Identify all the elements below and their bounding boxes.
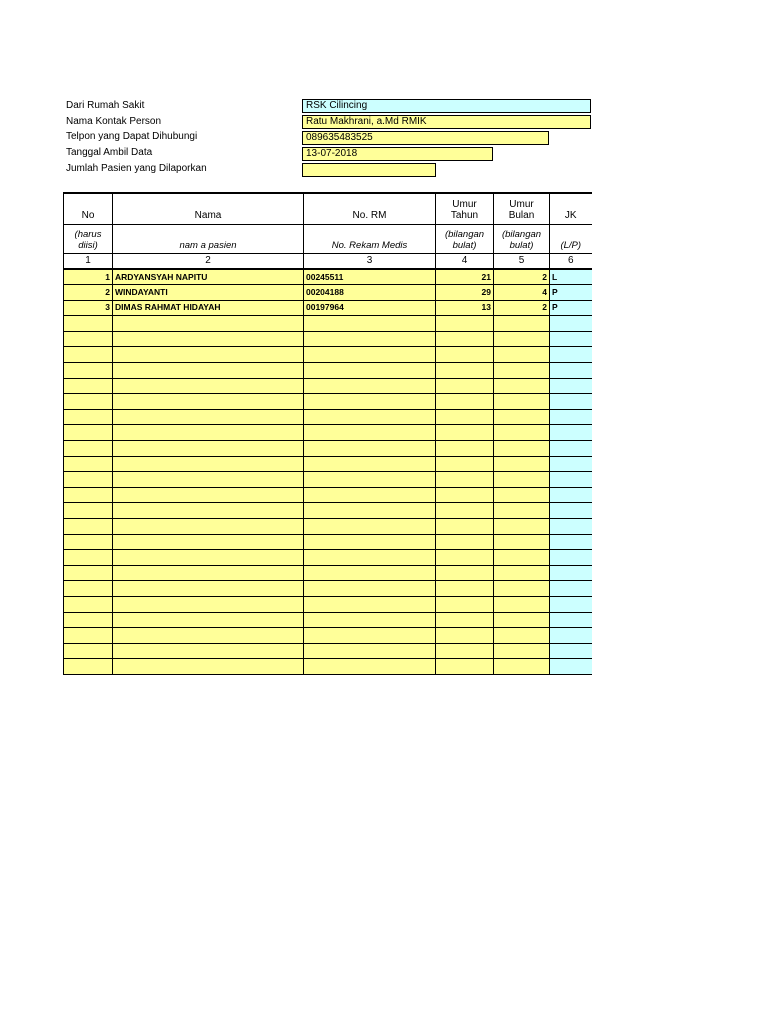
cell-umur-bulan[interactable] [494,581,550,597]
cell-no-rm[interactable] [304,331,436,347]
cell-jk[interactable] [550,347,592,363]
cell-umur-bulan[interactable] [494,378,550,394]
cell-jk[interactable] [550,441,592,457]
cell-jk[interactable]: P [550,300,592,316]
cell-no-rm[interactable] [304,596,436,612]
cell-jk[interactable] [550,409,592,425]
cell-umur-tahun[interactable] [436,409,494,425]
cell-umur-tahun[interactable] [436,347,494,363]
header-umur-bulan: Umur Bulan [494,193,550,224]
cell-umur-bulan[interactable] [494,409,550,425]
cell-nama[interactable] [113,550,304,566]
cell-no[interactable] [64,534,113,550]
cell-no[interactable] [64,643,113,659]
cell-nama[interactable] [113,628,304,644]
cell-umur-bulan[interactable] [494,503,550,519]
table-row [64,425,592,441]
cell-no[interactable] [64,347,113,363]
cell-umur-bulan[interactable] [494,596,550,612]
cell-umur-tahun[interactable] [436,581,494,597]
cell-nama[interactable] [113,441,304,457]
cell-umur-tahun[interactable] [436,316,494,332]
cell-no-rm[interactable] [304,316,436,332]
cell-no-rm[interactable] [304,503,436,519]
colnum-6: 6 [550,253,592,269]
table-row [64,285,592,301]
cell-nama[interactable] [113,534,304,550]
table-row [64,612,592,628]
cell-no[interactable] [64,565,113,581]
table-row [64,269,592,285]
cell-jk[interactable] [550,519,592,535]
hint-no: (harus diisi) [64,224,113,253]
cell-no-rm[interactable] [304,581,436,597]
cell-jk[interactable] [550,487,592,503]
cell-umur-tahun[interactable] [436,331,494,347]
table-row [64,394,592,410]
cell-no-rm[interactable] [304,456,436,472]
cell-umur-bulan[interactable] [494,659,550,675]
cell-nama[interactable]: WINDAYANTI [113,285,304,301]
cell-no-rm[interactable] [304,347,436,363]
cell-jk[interactable] [550,331,592,347]
cell-jk[interactable] [550,659,592,675]
cell-no[interactable] [64,581,113,597]
cell-umur-bulan[interactable] [494,331,550,347]
cell-no[interactable]: 2 [64,285,113,301]
cell-no[interactable] [64,659,113,675]
cell-jk[interactable]: P [550,285,592,301]
cell-no-rm[interactable] [304,534,436,550]
cell-umur-tahun[interactable] [436,612,494,628]
cell-nama[interactable] [113,425,304,441]
cell-no-rm[interactable]: 00245511 [304,269,436,285]
cell-umur-bulan[interactable] [494,425,550,441]
cell-nama[interactable] [113,472,304,488]
table-row [64,347,592,363]
cell-umur-bulan[interactable]: 2 [494,300,550,316]
cell-umur-tahun[interactable] [436,472,494,488]
cell-umur-tahun[interactable] [436,425,494,441]
header-no-rm: No. RM [304,193,436,224]
cell-no-rm[interactable] [304,409,436,425]
cell-no-rm[interactable] [304,363,436,379]
phone-field[interactable]: 089635483525 [302,131,549,145]
cell-no[interactable] [64,456,113,472]
cell-nama[interactable] [113,316,304,332]
cell-jk[interactable] [550,612,592,628]
cell-no-rm[interactable] [304,487,436,503]
cell-nama[interactable] [113,363,304,379]
cell-nama[interactable] [113,565,304,581]
cell-jk[interactable] [550,596,592,612]
cell-no[interactable] [64,378,113,394]
table-row [64,363,592,379]
cell-jk[interactable] [550,363,592,379]
cell-jk[interactable] [550,378,592,394]
cell-nama[interactable] [113,456,304,472]
colnum-5: 5 [494,253,550,269]
table-row [64,659,592,675]
cell-umur-bulan[interactable] [494,612,550,628]
cell-no-rm[interactable] [304,441,436,457]
table-row [64,316,592,332]
cell-no-rm[interactable] [304,472,436,488]
cell-nama[interactable] [113,596,304,612]
table-row [64,441,592,457]
table-row [64,331,592,347]
cell-no[interactable] [64,596,113,612]
cell-nama[interactable] [113,503,304,519]
cell-no-rm[interactable] [304,394,436,410]
header-umur-tahun: Umur Tahun [436,193,494,224]
table-row [64,456,592,472]
colnum-1: 1 [64,253,113,269]
cell-nama[interactable] [113,487,304,503]
header-nama: Nama [113,193,304,224]
cell-no[interactable]: 1 [64,269,113,285]
cell-umur-bulan[interactable] [494,643,550,659]
cell-no[interactable] [64,487,113,503]
colnum-3: 3 [304,253,436,269]
cell-jk[interactable] [550,643,592,659]
cell-umur-tahun[interactable] [436,456,494,472]
cell-umur-tahun[interactable] [436,534,494,550]
cell-umur-bulan[interactable] [494,628,550,644]
date-field[interactable]: 13-07-2018 [302,147,493,161]
patient-table [63,192,592,675]
cell-jk[interactable] [550,472,592,488]
table-row [64,409,592,425]
info-label-phone: Telpon yang Dapat Dihubungi [66,131,198,142]
cell-nama[interactable] [113,378,304,394]
cell-no[interactable] [64,316,113,332]
hint-umur-tahun: (bilangan bulat) [436,224,494,253]
cell-jk[interactable] [550,316,592,332]
cell-no-rm[interactable]: 00204188 [304,285,436,301]
cell-umur-bulan[interactable] [494,534,550,550]
cell-umur-bulan[interactable] [494,347,550,363]
cell-umur-tahun[interactable] [436,441,494,457]
cell-nama[interactable] [113,394,304,410]
cell-umur-tahun[interactable] [436,503,494,519]
cell-no[interactable] [64,472,113,488]
cell-jk[interactable] [550,456,592,472]
header-jk: JK [550,193,592,224]
cell-umur-tahun[interactable] [436,643,494,659]
cell-jk[interactable] [550,550,592,566]
header-row-titles [64,193,592,224]
table-row [64,503,592,519]
cell-umur-tahun[interactable] [436,394,494,410]
cell-umur-tahun[interactable] [436,565,494,581]
table-row [64,519,592,535]
cell-umur-bulan[interactable] [494,316,550,332]
cell-no-rm[interactable] [304,425,436,441]
cell-umur-tahun[interactable]: 21 [436,269,494,285]
table-row [64,565,592,581]
table-row [64,534,592,550]
cell-nama[interactable]: DIMAS RAHMAT HIDAYAH [113,300,304,316]
cell-no-rm[interactable] [304,643,436,659]
cell-jk[interactable] [550,503,592,519]
table-row [64,628,592,644]
cell-umur-tahun[interactable] [436,487,494,503]
cell-jk[interactable] [550,425,592,441]
cell-jk[interactable] [550,534,592,550]
table-row [64,487,592,503]
cell-umur-bulan[interactable]: 4 [494,285,550,301]
cell-no[interactable] [64,331,113,347]
cell-no-rm[interactable] [304,519,436,535]
table-row [64,300,592,316]
cell-no[interactable] [64,519,113,535]
cell-umur-bulan[interactable] [494,565,550,581]
patient-count-field[interactable] [302,163,436,177]
cell-umur-bulan[interactable] [494,394,550,410]
cell-nama[interactable] [113,519,304,535]
contact-person-field[interactable]: Ratu Makhrani, a.Md RMIK [302,115,591,129]
cell-umur-tahun[interactable]: 13 [436,300,494,316]
cell-no[interactable] [64,441,113,457]
cell-umur-bulan[interactable] [494,363,550,379]
cell-nama[interactable] [113,347,304,363]
cell-no[interactable]: 3 [64,300,113,316]
cell-umur-tahun[interactable] [436,550,494,566]
cell-nama[interactable] [113,409,304,425]
table-row [64,472,592,488]
cell-umur-tahun[interactable] [436,363,494,379]
cell-umur-bulan[interactable] [494,456,550,472]
cell-no[interactable] [64,550,113,566]
cell-no-rm[interactable] [304,612,436,628]
info-label-patient-count: Jumlah Pasien yang Dilaporkan [66,163,207,174]
cell-nama[interactable] [113,331,304,347]
header-row-hints [64,224,592,253]
table-row [64,596,592,612]
cell-no-rm[interactable] [304,565,436,581]
cell-umur-tahun[interactable] [436,659,494,675]
info-label-contact: Nama Kontak Person [66,116,162,127]
hint-nama: nam a pasien [113,224,304,253]
hint-jk: (L/P) [550,224,592,253]
cell-umur-bulan[interactable] [494,550,550,566]
cell-jk[interactable] [550,628,592,644]
cell-no-rm[interactable]: 00197964 [304,300,436,316]
info-label-date: Tanggal Ambil Data [66,147,153,158]
cell-jk[interactable] [550,565,592,581]
cell-umur-bulan[interactable] [494,441,550,457]
cell-no[interactable] [64,409,113,425]
cell-nama[interactable] [113,612,304,628]
cell-nama[interactable] [113,643,304,659]
cell-umur-bulan[interactable] [494,519,550,535]
cell-umur-tahun[interactable] [436,378,494,394]
colnum-4: 4 [436,253,494,269]
cell-jk[interactable]: L [550,269,592,285]
cell-umur-bulan[interactable] [494,472,550,488]
cell-no[interactable] [64,425,113,441]
hint-no-rm: No. Rekam Medis [304,224,436,253]
hospital-field[interactable]: RSK Cilincing [302,99,591,113]
cell-no[interactable] [64,503,113,519]
cell-nama[interactable] [113,659,304,675]
cell-no[interactable] [64,363,113,379]
cell-no[interactable] [64,612,113,628]
cell-no-rm[interactable] [304,550,436,566]
cell-umur-tahun[interactable]: 29 [436,285,494,301]
cell-umur-bulan[interactable] [494,487,550,503]
cell-umur-bulan[interactable]: 2 [494,269,550,285]
cell-umur-tahun[interactable] [436,628,494,644]
cell-jk[interactable] [550,581,592,597]
cell-umur-tahun[interactable] [436,519,494,535]
cell-no[interactable] [64,394,113,410]
cell-nama[interactable]: ARDYANSYAH NAPITU [113,269,304,285]
table-row [64,643,592,659]
header-no: No [64,193,113,224]
cell-nama[interactable] [113,581,304,597]
table-row [64,581,592,597]
colnum-2: 2 [113,253,304,269]
table-row [64,550,592,566]
cell-umur-tahun[interactable] [436,596,494,612]
hint-umur-bulan: (bilangan bulat) [494,224,550,253]
header-row-numbers [64,253,592,269]
cell-no-rm[interactable] [304,378,436,394]
cell-no-rm[interactable] [304,659,436,675]
cell-jk[interactable] [550,394,592,410]
cell-no[interactable] [64,628,113,644]
cell-no-rm[interactable] [304,628,436,644]
info-label-hospital: Dari Rumah Sakit [66,100,145,111]
table-row [64,378,592,394]
